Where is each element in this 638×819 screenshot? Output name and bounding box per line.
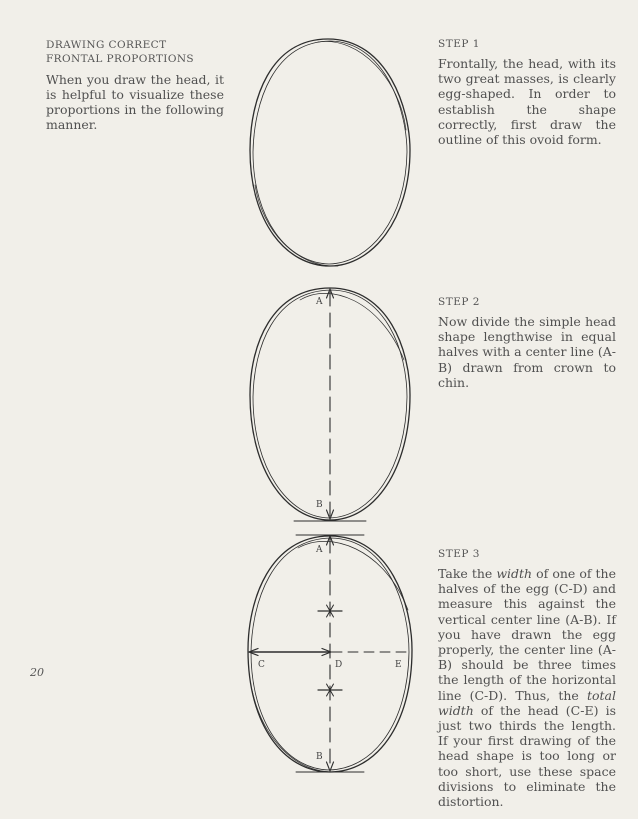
horizontal-line-cd bbox=[249, 649, 331, 656]
step-2-label: STEP 2 bbox=[438, 296, 480, 308]
step-3-emphasis-total-width: total width bbox=[438, 687, 616, 718]
label-d-step3: D bbox=[335, 660, 343, 670]
step-2-text: Now divide the simple head shape lengthwise in equal halves with a center line (A-B) drawn from crown to chin. bbox=[438, 314, 616, 390]
label-c-step3: C bbox=[258, 660, 265, 670]
label-a-step2: A bbox=[316, 297, 323, 307]
step-3-text-part2: of one of the halves of the egg (C-D) and measure this against the vertical center line (A-B). If you have drawn the egg properly, the center line (A-B) should be three times the length of the horizontal line (C-D). Thus, the bbox=[438, 566, 616, 703]
center-line-ab-2 bbox=[294, 289, 366, 521]
intro-paragraph: When you draw the head, it is helpful to visualize these proportions in the following manner. bbox=[46, 72, 224, 132]
label-b-step3: B bbox=[316, 752, 323, 762]
step-3-label: STEP 3 bbox=[438, 548, 480, 560]
egg-outline-1 bbox=[250, 39, 410, 266]
label-b-step2: B bbox=[316, 500, 323, 510]
label-e-step3: E bbox=[395, 660, 402, 670]
step-3-text-part3: of the head (C-E) is just two thirds the length. If your first drawing of the head shape is too long or too short, use these space divisions to eliminate the distortion. bbox=[438, 702, 616, 810]
step-1-text: Frontally, the head, with its two great masses, is clearly egg-shaped. In order to establish the shape correctly, first draw the outline of this ovoid form. bbox=[438, 56, 616, 148]
step-3-emphasis-width: width bbox=[496, 566, 533, 581]
section-title-line1: DRAWING CORRECT bbox=[46, 39, 167, 51]
label-a-step3: A bbox=[316, 545, 323, 555]
step-3-text-part1: Take the bbox=[438, 566, 497, 581]
section-title-line2: FRONTAL PROPORTIONS bbox=[46, 53, 195, 65]
step-1-label: STEP 1 bbox=[438, 38, 480, 50]
page-number: 20 bbox=[30, 666, 44, 679]
